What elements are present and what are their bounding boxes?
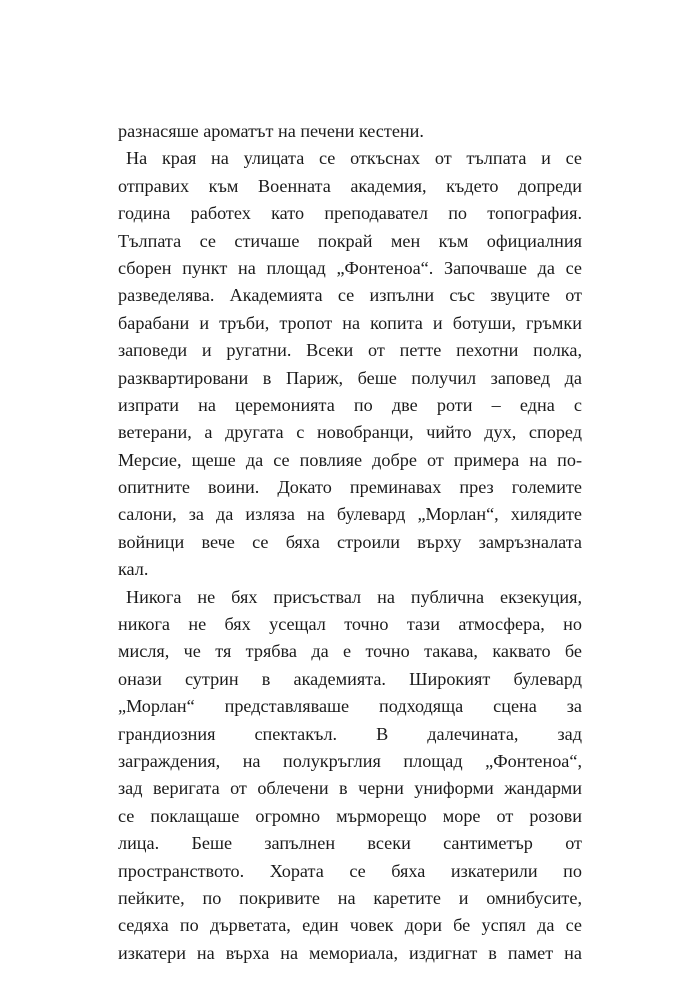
text-line: разведелява. Академията се изпълни със звуците от xyxy=(118,285,582,306)
text-line: разнасяше ароматът на печени кестени. xyxy=(118,121,424,141)
paragraph xyxy=(118,118,582,145)
text-line: пейките, по покривите на каретите и омнибусите, xyxy=(118,887,582,908)
text-line: Никога не бях присъствал на публична екзекуция, xyxy=(126,586,582,607)
text-line: ветерани, а другата с новобранци, чийто дух, според xyxy=(118,422,582,443)
text-line: заповеди и ругатни. Всеки от петте пехотни полка, xyxy=(118,340,582,361)
text-line: изкатери на върха на мемориала, издигнат в памет на xyxy=(118,942,582,963)
text-line: опитните воини. Докато преминавах през големите xyxy=(118,477,582,498)
text-line: „Морлан“ представляваше подходяща сцена за xyxy=(118,696,582,717)
text-line: войници вече се бяха строили върху замръзналата xyxy=(118,531,582,552)
text-line: година работех като преподавател по топография. xyxy=(118,203,582,224)
text-line: На края на улицата се откъснах от тълпата и се xyxy=(126,148,582,169)
text-line: се поклащаше огромно мърморещо море от розови xyxy=(118,805,582,826)
text-line: изпрати на церемонията по две роти – една с xyxy=(118,394,582,415)
text-line: заграждения, на полукръглия площад „Фонтеноа“, xyxy=(118,750,582,771)
text-line: грандиозния спектакъл. В далечината, зад xyxy=(118,723,582,744)
text-line: Мерсие, щеше да се повлияе добре от примера на по- xyxy=(118,449,582,470)
paragraph xyxy=(118,145,582,583)
text-line: Тълпата се стичаше покрай мен към официалния xyxy=(118,230,582,251)
text-line: отправих към Военната академия, където допреди xyxy=(118,175,582,196)
text-line: онази сутрин в академията. Широкият булевард xyxy=(118,668,582,689)
text-line: лица. Беше запълнен всеки сантиметър от xyxy=(118,833,582,854)
text-line: седяха по дърветата, един човек дори бе успял да се xyxy=(118,915,582,936)
text-line: разквартировани в Париж, беше получил заповед да xyxy=(118,367,582,388)
text-line: зад веригата от облечени в черни униформи жандарми xyxy=(118,778,582,799)
text-line: мисля, че тя трябва да е точно такава, каквато бе xyxy=(118,641,582,662)
text-line: сборен пункт на площад „Фонтеноа“. Започваше да се xyxy=(118,257,582,278)
text-line: салони, за да изляза на булевард „Морлан“, хилядите xyxy=(118,504,582,525)
text-line: барабани и тръби, тропот на копита и ботуши, гръмки xyxy=(118,312,582,333)
text-line: никога не бях усещал точно тази атмосфера, но xyxy=(118,614,582,635)
paragraph xyxy=(118,584,582,967)
text-line: кал. xyxy=(118,559,149,580)
book-page-text xyxy=(118,118,582,967)
text-line: пространството. Хората се бяха изкатерили по xyxy=(118,860,582,881)
